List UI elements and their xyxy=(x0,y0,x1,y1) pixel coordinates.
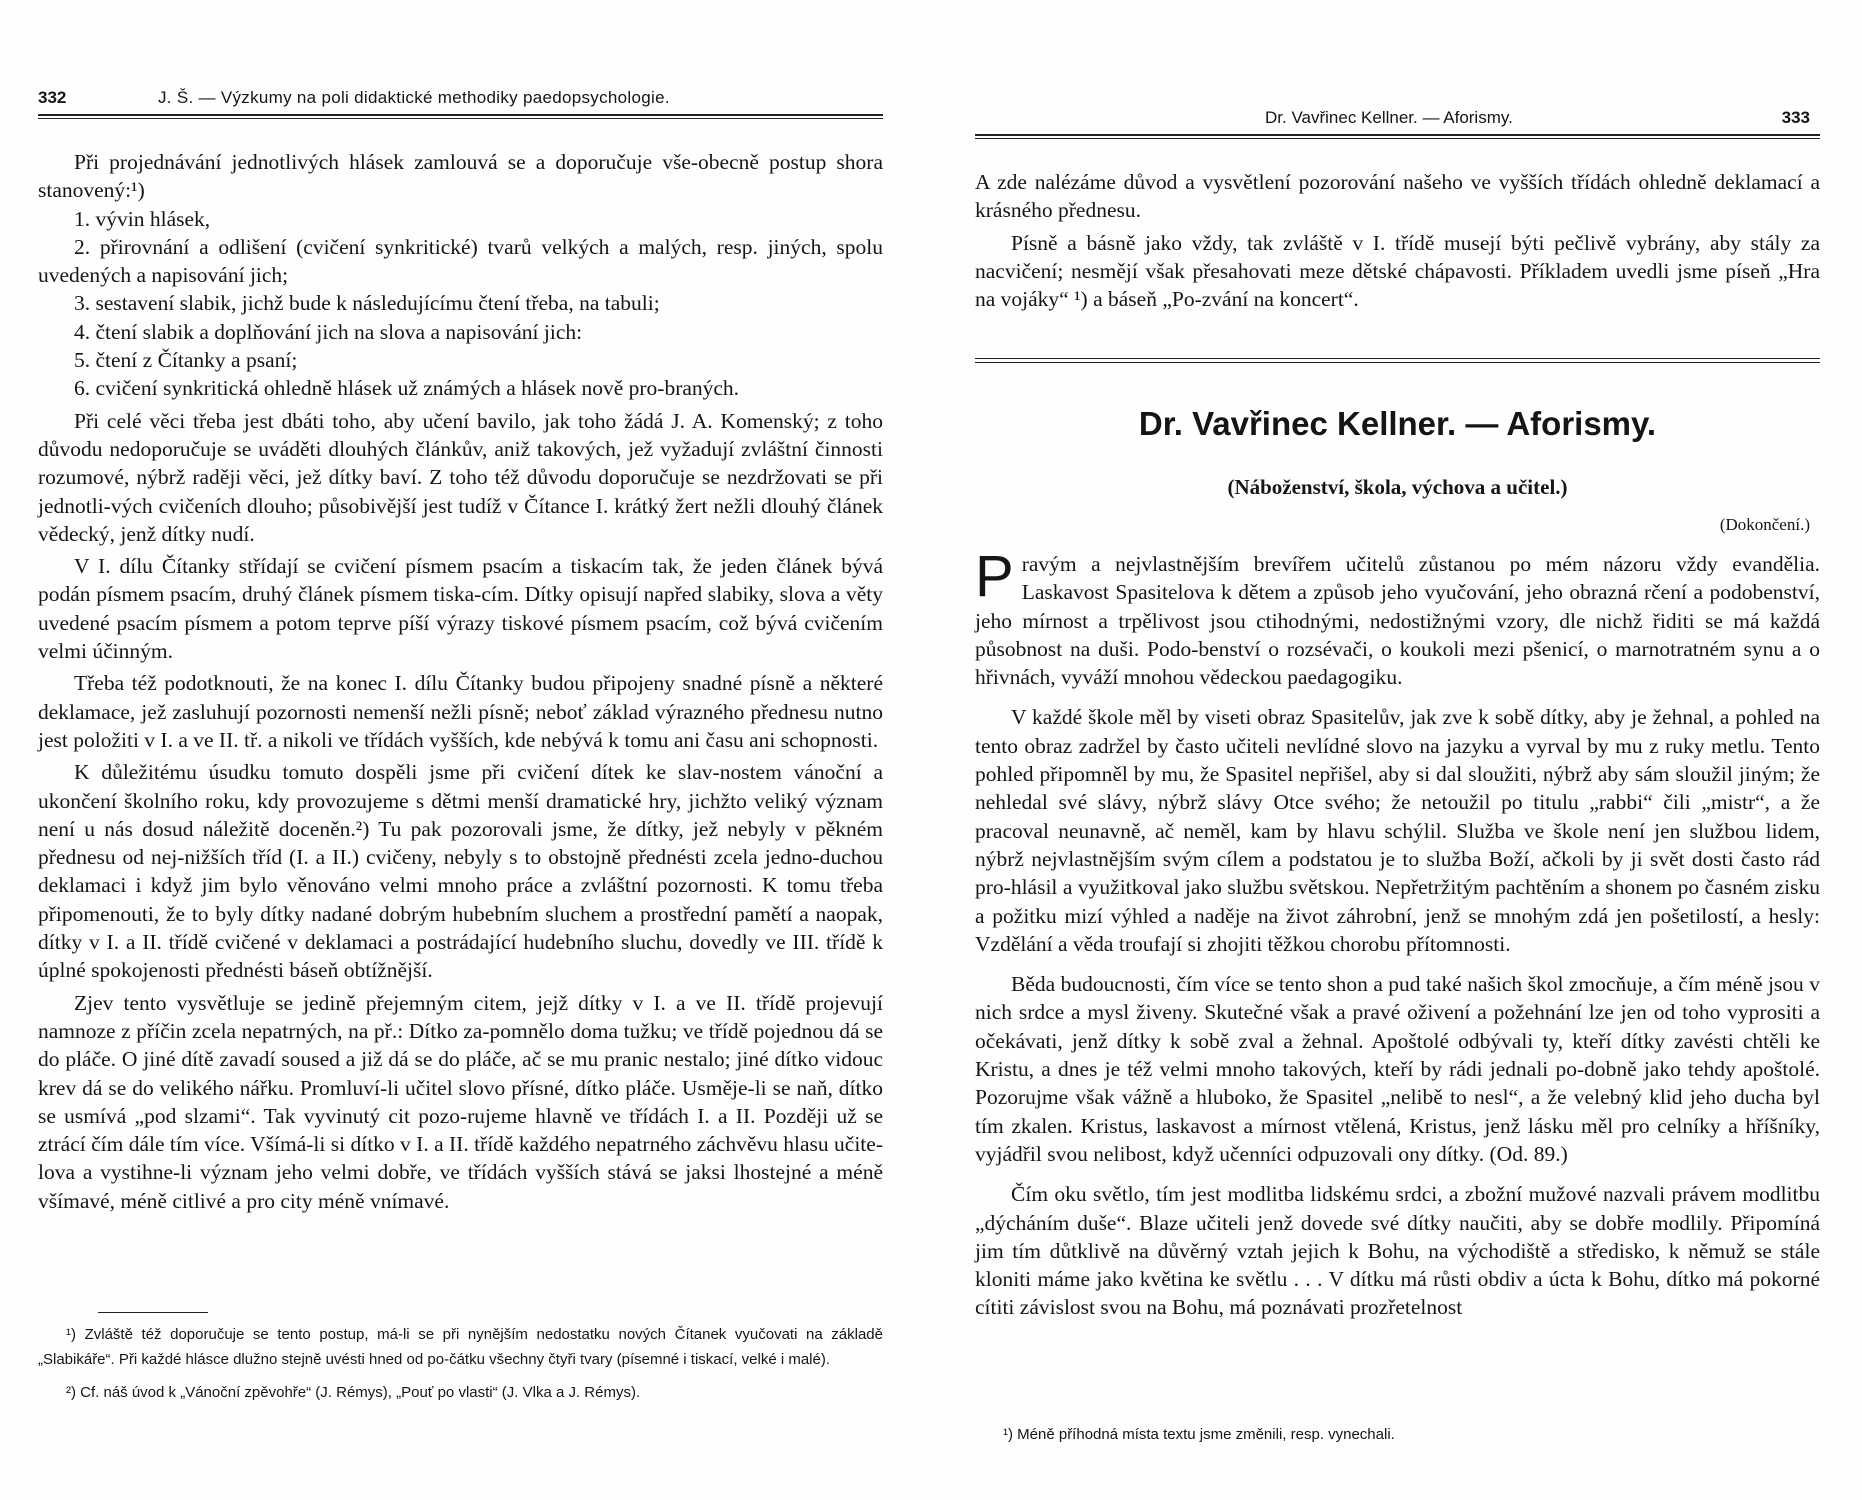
article-title: Dr. Vavřinec Kellner. — Aforismy. xyxy=(1138,405,1657,442)
left-page xyxy=(38,0,883,1500)
paragraph: K důležitému úsudku tomuto dospěli jsme při cvičení dítek ke slav-nostem vánoční a ukončení školního roku, kdy provozujeme s dětmi menší dramatické hry, jichžto veliký význam není u nás dosud náležitě doceněn.²) Tu pak pozorovali jsme, že dítky, jež nebyly v pěkném přednesu od nej-nižších tříd (I. a II.) cvičeny, nebyly s to obstojně přednésti zcela jedno-duchou deklamaci i když jim bylo věnováno velmi mnoho práce a zvláštní pozornosti. K tomu třeba připomenouti, že to byly dítky nadané dobrým hubebním sluchem a prostřední pamětí a naopak, dítky v I. a II. třídě cvičené v deklamaci a postrádající hudebního sluchu, dovedly ve III. třídě k úplné spokojenosti přednésti báseň obtížnější. xyxy=(38,760,883,983)
paragraph: Běda budoucnosti, čím více se tento shon a pud také našich škol zmocňuje, a čím méně jsou v nich srdce a mysl živeny. Skutečné však a pravé oživení a požehnání lze jen od toho vyprositi a očekávati, jenž dítky k sobě zval a žehnal. Apoštolé odbývali ty, kteří dítky zavésti chtěli ke Kristu, a dnes je též velmi mnoho takových, kteří by rádi jednali po-dobně jako tehdy apoštolé. Pozorujme však vážně a hluboko, že Spasitel „nelibě to nesl“, a že velebný klid jeho ducha byl tím zkalen. Kristus, laskavost a mírnost vtělená, Kristus, jenž lásku měl pro celníky a hříšníky, vyjádřil svou nelibost, když učenníci odpuzovali ony dítky. (Od. 89.) xyxy=(975,972,1820,1166)
page-number: 333 xyxy=(1781,108,1810,127)
running-title: J. Š. — Výzkumy na poli didaktické methodiky paedopsychologie. xyxy=(158,88,670,107)
paragraph: Písně a básně jako vždy, tak zvláště v I. třídě musejí býti pečlivě vybrány, aby stály za nacvičení; nesmějí však přesahovati meze dětské chápavosti. Příkladem uvedli jsme píseň „Hra na vojáky“ ¹) a báseň „Po-zvání na koncert“. xyxy=(975,230,1820,312)
list-item: 5. čtení z Čítanky a psaní; xyxy=(74,348,298,373)
left-body-text xyxy=(38,148,883,1215)
paragraph: V každé škole měl by viseti obraz Spasitelův, jak zve k sobě dítky, aby je žehnal, a pohled na tento obraz zadržel by často učiteli nevlídné slovo na jazyku a vyrval by mu z ruky metlu. Tento pohled připomněl by mu, že Spasitel nepřišel, aby si dal sloužiti, nýbrž aby sám sloužil jiným; že nehledal své slávy, nýbrž slávy Otce svého; že netoužil po titulu „rabbi“ čili „mistr“, a že pracoval neunavně, ač neměl, kam by hlavu schýlil. Služba ve škole není jen službou lidem, nýbrž nejvlastnějším svým cílem a podstatou je to služba Boží, ačkoli by ji svět dosti často rád pro-hlásil a využitkoval jako službu světskou. Nepřetržitým pachtěním a shonem po časném zisku a požitku mizí výhled a naděje na život záhrobní, jenž se mnohým zdá jen pošetilostí, a hesly: Vzdělání a věda troufají si zhojiti těžkou chorobu přítomnosti. xyxy=(975,705,1820,956)
list-item: 6. cvičení synkritická ohledně hlásek už známých a hlásek nově pro-braných. xyxy=(74,376,740,401)
list-item: 2. přirovnání a odlišení (cvičení synkritické) tvarů velkých a malých, resp. jiných, spolu uvedených a napisování jich; xyxy=(38,234,883,288)
paragraph: A zde nalézáme důvod a vysvětlení pozorování našeho ve vyšších třídách ohledně deklamací a krásného přednesu. xyxy=(975,170,1820,223)
paragraph: ravým a nejvlastnějším brevířem učitelů zůstanou po mém názoru vždy evandělia. Laskavost Spasitelova k dětem a způsob jeho vyučování, jeho obrazná rčení a podobenství, jeho mírnost a trpělivost jsou ctihodnými, nedostižnými vzory, dle nichž řiditi se má každá působnost na duši. Podo-benství o rozsévači, o koukoli mezi pšenicí, o marnotratném synu a o hřivnách, vyváží mnohou vědeckou paedagogiku. xyxy=(975,552,1820,690)
right-page xyxy=(975,0,1820,1500)
paragraph: V I. dílu Čítanky střídají se cvičení písmem psacím a tiskacím tak, že jeden článek bývá podán písmem psacím, druhý článek písmem tiska-cím. Dítky opisují napřed slabiky, slova a věty uvedené psacím písmem a potom teprve píší výrazy tiskové písmem psacím, což bývá cvičením velmi účinným. xyxy=(38,554,883,664)
footnote: ²) Cf. náš úvod k „Vánoční zpěvohře“ (J. Rémys), „Pouť po vlasti“ (J. Vlka a J. Rémys). xyxy=(66,1384,641,1401)
left-page-header xyxy=(38,88,883,114)
paragraph: Třeba též podotknouti, že na konec I. dílu Čítanky budou připojeny snadné písně a některé deklamace, jež zasluhují pozornosti nemenší nežli písně; neboť základ výrazného přednesu nutno jest položiti v I. a ve II. tř. a nikoli ve třídách vyšších, kde nebývá k tomu ani času ani schopnosti. xyxy=(38,671,883,752)
right-body-text xyxy=(975,544,1820,1322)
intro-paragraph: Při projednávání jednotlivých hlásek zamlouvá se a doporučuje vše-obecně postup shora stanovený:¹) xyxy=(38,150,883,203)
right-footnote xyxy=(975,1422,1820,1447)
section-divider xyxy=(975,358,1820,363)
paragraph: Čím oku světlo, tím jest modlitba lidskému srdci, a zbožní mužové nazvali právem modlitbu „dýcháním duše“. Blaze učiteli jenž dovede své dítky naučiti, aby se dobře modlily. Připomíná jim tím důtklivě na důvěrný vztah jejich k Bohu, na východiště a středisko, k němuž se stále kloniti máme jako květina ke světlu . . . V dítku má růsti obdiv a úcta k Bohu, dítko má pokorné cítiti závislost svou na Bohu, má poznávati prozřetelnost xyxy=(975,1182,1820,1320)
left-footnotes xyxy=(38,1322,883,1405)
paragraph: Při celé věci třeba jest dbáti toho, aby učení bavilo, jak toho žádá J. A. Komenský; z toho důvodu nedoporučuje se uváděti dlouhých článkův, aniž takových, jež vyžadují zvláštní činnosti rozumové, nýbrž raději věci, jež dítky baví. Z toho též důvodu doporučuje se nezdržovati se při jednotli-vých cvičeních dlouho; působivější jest tudíž v Čítance I. krátký žert nežli dlouhý článek vědecký, jenž dítky nudí. xyxy=(38,408,883,546)
header-rule xyxy=(38,114,883,119)
footnote: ¹) Méně příhodná místa textu jsme změnili, resp. vynechali. xyxy=(1003,1426,1395,1443)
article-subtitle: (Náboženství, škola, výchova a učitel.) xyxy=(1227,475,1568,499)
list-item: 3. sestavení slabik, jichž bude k následujícímu čtení třeba, na tabuli; xyxy=(74,291,660,316)
continuation-note: (Dokončení.) xyxy=(1719,515,1810,534)
list-item: 4. čtení slabik a doplňování jich na slova a napisování jich: xyxy=(74,319,583,344)
header-rule xyxy=(975,134,1820,139)
paragraph: Zjev tento vysvětluje se jedině přejemným citem, jejž dítky v I. a ve II. třídě projevují namnoze z příčin zcela nepatrných, na př.: Dítko za-pomnělo doma tužku; ve třídě pojednou dá se do pláče. O jiné dítě zavadí soused a již dá se do pláče, ač se mu pranic nestalo; jiné dítko vidouc krev dá se do velikého nářku. Promluví-li učitel slovo přísné, dítko pláče. Usměje-li se naň, dítko se usmívá „pod slzami“. Tak vyvinutý cit pozo-rujeme hlavně ve třídách I. a II. Později už se ztrácí čím dále tím více. Všímá-li si dítko v I. a II. třídě každého nepatrného záchvěvu hlasu učite-lova a vystihne-li význam jeho velmi dobře, ve třídách vyšších stává se jaksi lhostejné a méně všímavé, méně citlivé a pro city méně vnímavé. xyxy=(38,990,883,1213)
right-top-text xyxy=(975,168,1820,313)
drop-cap: P xyxy=(975,544,1014,609)
running-title: Dr. Vavřinec Kellner. — Aforismy. xyxy=(1265,108,1513,127)
right-page-header xyxy=(975,108,1820,134)
footnote-rule xyxy=(98,1312,208,1313)
footnote: ¹) Zvláště též doporučuje se tento postup, má-li se při nynějším nedostatku nových Čítanek vyučovati na základě „Slabikáře“. Při každé hlásce dlužno stejně uvésti hned od po-čátku všechny čtyři tvary (písemné i tiskací, velké i malé). xyxy=(38,1326,883,1368)
page-number: 332 xyxy=(38,88,67,107)
list-item: 1. vývin hlásek, xyxy=(74,206,211,231)
